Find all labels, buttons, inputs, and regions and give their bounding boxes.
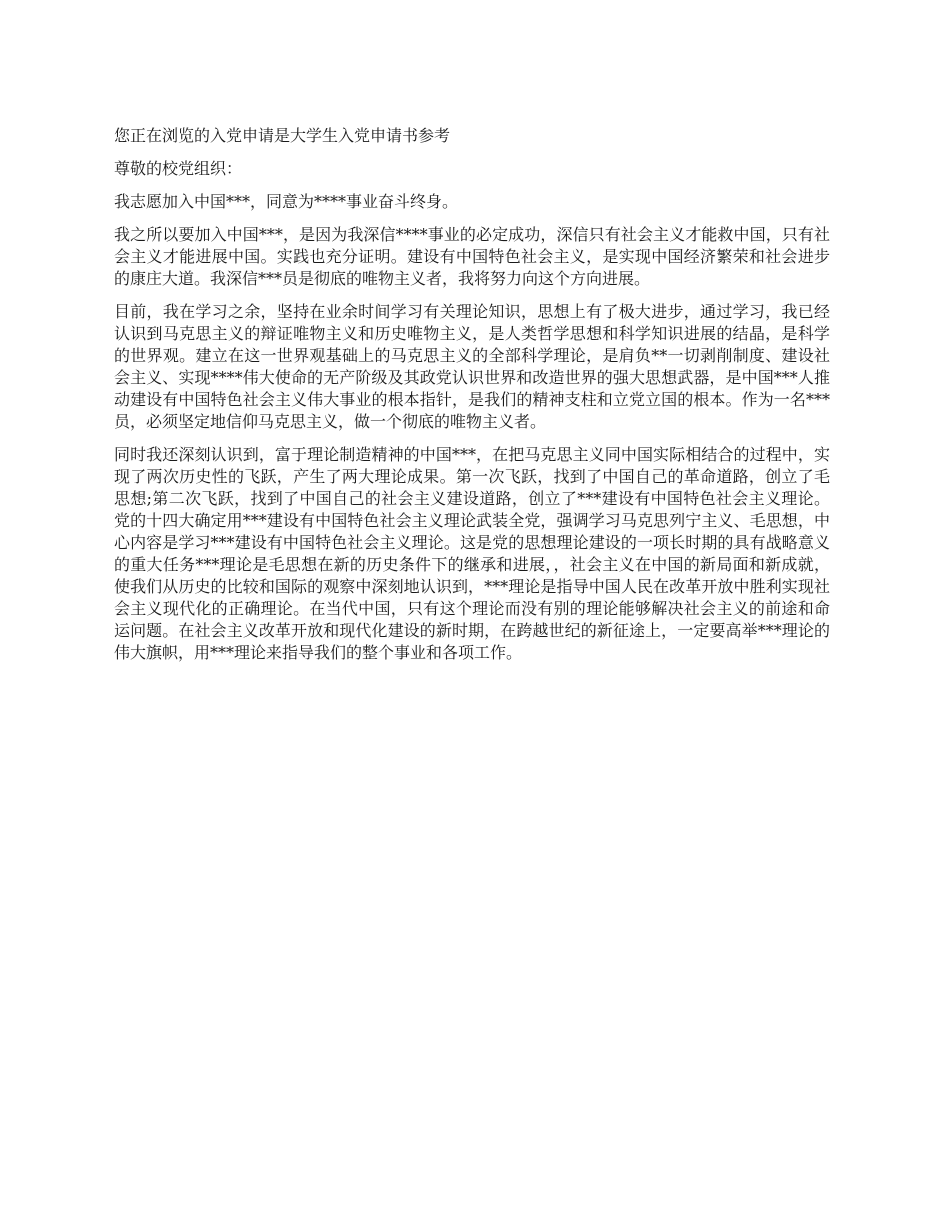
document-body <box>114 125 830 675</box>
paragraph-4: 同时我还深刻认识到，富于理论制造精神的中国***，在把马克思主义同中国实际相结合的过程中，实现了两次历史性的飞跃，产生了两大理论成果。第一次飞跃，找到了中国自己的革命道路，创立了毛思想;第二次飞跃，找到了中国自己的社会主义建设道路，创立了***建设有中国特色社会主义理论。党的十四大确定用***建设有中国特色社会主义理论武装全党，强调学习马克思列宁主义、毛思想，中心内容是学习***建设有中国特色社会主义理论。这是党的思想理论建设的一项长时期的具有战略意义的重大任务***理论是毛思想在新的历史条件下的继承和进展，，社会主义在中国的新局面和新成就，使我们从历史的比较和国际的观察中深刻地认识到，***理论是指导中国人民在改革开放中胜利实现社会主义现代化的正确理论。在当代中国，只有这个理论而没有别的理论能够解决社会主义的前途和命运问题。在社会主义改革开放和现代化建设的新时期，在跨越世纪的新征途上，一定要高举***理论的伟大旗帜，用***理论来指导我们的整个事业和各项工作。 <box>114 445 830 662</box>
paragraph-3: 目前，我在学习之余，坚持在业余时间学习有关理论知识，思想上有了极大进步，通过学习，我已经认识到马克思主义的辩证唯物主义和历史唯物主义，是人类哲学思想和科学知识进展的结晶，是科学的世界观。建立在这一世界观基础上的马克思主义的全部科学理论，是肩负**一切剥削制度、建设社会主义、实现****伟大使命的无产阶级及其政党认识世界和改造世界的强大思想武器，是中国***人推动建设有中国特色社会主义伟大事业的根本指针，是我们的精神支柱和立党立国的根本。作为一名***员，必须坚定地信仰马克思主义，做一个彻底的唯物主义者。 <box>114 302 830 431</box>
paragraph-1: 我志愿加入中国***，同意为****事业奋斗终身。 <box>114 192 459 211</box>
paragraph-2: 我之所以要加入中国***，是因为我深信****事业的必定成功，深信只有社会主义才能救中国，只有社会主义才能进展中国。实践也充分证明。建设有中国特色社会主义，是实现中国经济繁荣和社会进步的康庄大道。我深信***员是彻底的唯物主义者，我将努力向这个方向进展。 <box>114 225 830 288</box>
document-title: 您正在浏览的入党申请是大学生入党申请书参考 <box>114 126 451 145</box>
salutation: 尊敬的校党组织： <box>114 159 243 178</box>
